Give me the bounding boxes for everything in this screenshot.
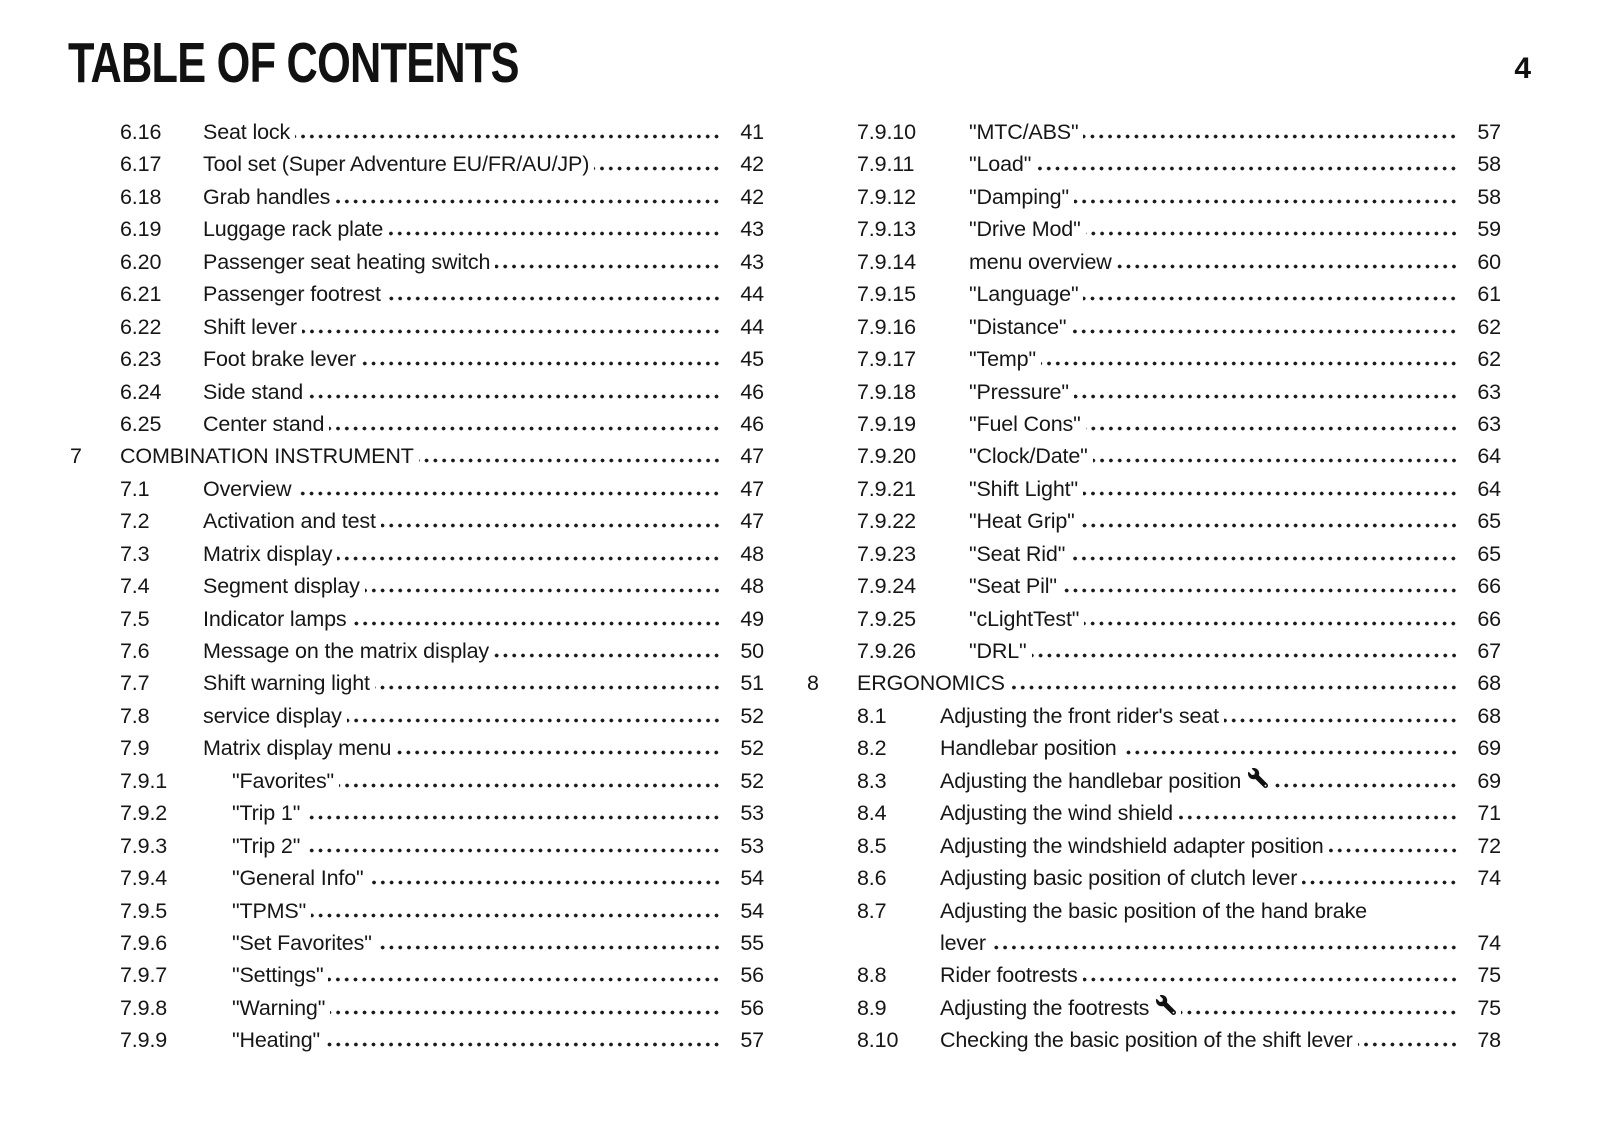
entry-page-number: 69 <box>1477 768 1501 793</box>
dot-leader <box>1329 848 1459 853</box>
dot-leader <box>347 718 721 723</box>
entry-title: Message on the matrix display <box>203 639 490 663</box>
entry-number: 6.22 <box>120 314 162 339</box>
entry-number: 7.9.1 <box>120 768 168 793</box>
entry-number: 6.23 <box>120 347 162 372</box>
entry-title: Adjusting the handlebar position <box>940 768 1242 793</box>
entry-title: lever <box>940 930 986 955</box>
entry-number: 7 <box>70 444 82 469</box>
entry-page-number: 57 <box>1477 120 1501 144</box>
toc-column-right <box>807 116 1501 1057</box>
entry-number: 7.9.7 <box>120 963 168 988</box>
entry-page-number: 62 <box>1477 314 1501 339</box>
entry-title: service display <box>203 703 342 728</box>
toc-row <box>807 732 1501 764</box>
entry-page-number: 55 <box>740 930 764 955</box>
entry-number: 7.9.15 <box>857 282 916 307</box>
entry-number: 7.9.26 <box>857 639 916 663</box>
toc-row <box>70 116 764 148</box>
entry-number: 8.5 <box>857 833 887 858</box>
entry-title: "MTC/ABS" <box>969 120 1079 144</box>
entry-page-number: 74 <box>1477 866 1501 891</box>
entry-number: 7.9.10 <box>857 120 916 144</box>
entry-number: 7.9.9 <box>120 1028 168 1053</box>
entry-title: Segment display <box>203 574 360 599</box>
toc-row <box>70 862 764 894</box>
toc-row <box>70 181 764 213</box>
dot-leader <box>1071 329 1458 334</box>
entry-title: Matrix display <box>203 541 333 566</box>
dot-leader <box>419 458 721 463</box>
entry-title: "Settings" <box>232 963 324 988</box>
entry-number: 7.9.23 <box>857 541 916 566</box>
entry-number: 7.6 <box>120 639 150 663</box>
entry-title: Adjusting the footrests <box>940 995 1150 1020</box>
entry-title: "Heating" <box>232 1028 321 1053</box>
entry-title: "Damping" <box>969 184 1069 209</box>
toc-row <box>807 862 1501 894</box>
toc-row <box>70 570 764 602</box>
entry-page-number: 47 <box>740 444 764 469</box>
entry-page-number: 75 <box>1477 995 1501 1020</box>
entry-number: 7.2 <box>120 509 150 534</box>
entry-page-number: 46 <box>740 411 764 436</box>
wrench-icon <box>1248 768 1268 788</box>
toc-row <box>807 343 1501 375</box>
entry-number: 7.9.2 <box>120 801 168 826</box>
entry-title: Seat lock <box>203 120 291 144</box>
dot-leader <box>361 361 721 366</box>
entry-page-number: 74 <box>1477 930 1501 955</box>
entry-number: 8 <box>807 671 819 696</box>
entry-title: Adjusting the basic position of the hand brake <box>940 898 1367 923</box>
entry-number: 7.9.21 <box>857 476 916 501</box>
entry-title: "Temp" <box>969 347 1036 372</box>
toc-row <box>807 376 1501 408</box>
entry-number: 7.9.5 <box>120 898 168 923</box>
entry-page-number: 75 <box>1477 963 1501 988</box>
toc-row <box>70 667 764 699</box>
toc-row <box>70 765 764 797</box>
dot-leader <box>1074 199 1458 204</box>
dot-leader <box>296 491 721 496</box>
entry-number: 8.4 <box>857 801 887 826</box>
entry-number: 7.5 <box>120 606 150 631</box>
dot-leader <box>1074 394 1458 399</box>
dot-leader <box>365 588 721 593</box>
dot-leader <box>1273 783 1458 788</box>
toc-row <box>807 148 1501 180</box>
dot-leader <box>991 945 1458 950</box>
toc-row <box>807 992 1501 1024</box>
entry-page-number: 67 <box>1477 639 1501 663</box>
entry-page-number: 45 <box>740 347 764 372</box>
entry-title: "Clock/Date" <box>969 444 1088 469</box>
entry-title: Overview <box>203 476 292 501</box>
entry-title: "Shift Light" <box>969 476 1078 501</box>
entry-title: Rider footrests <box>940 963 1078 988</box>
entry-number: 8.6 <box>857 866 887 891</box>
toc-row <box>70 927 764 959</box>
entry-title: Adjusting the wind shield <box>940 801 1173 826</box>
dot-leader <box>1032 653 1458 658</box>
entry-title: "cLightTest" <box>969 606 1080 631</box>
entry-number: 6.24 <box>120 379 162 404</box>
dot-leader <box>1117 264 1458 269</box>
entry-title: "General Info" <box>232 866 364 891</box>
entry-number: 8.8 <box>857 963 887 988</box>
entry-page-number: 72 <box>1477 833 1501 858</box>
entry-title: "Favorites" <box>232 768 335 793</box>
dot-leader <box>1086 426 1458 431</box>
toc-row <box>70 895 764 927</box>
dot-leader <box>1083 296 1458 301</box>
entry-title: "Trip 1" <box>232 801 301 826</box>
entry-page-number: 58 <box>1477 184 1501 209</box>
entry-page-number: 63 <box>1477 379 1501 404</box>
entry-page-number: 53 <box>740 833 764 858</box>
entry-number: 7.9.20 <box>857 444 916 469</box>
entry-title: Center stand <box>203 411 325 436</box>
entry-title: "Trip 2" <box>232 833 301 858</box>
toc-row <box>70 538 764 570</box>
dot-leader <box>1041 361 1458 366</box>
entry-page-number: 44 <box>740 282 764 307</box>
entry-title: Tool set (Super Adventure EU/FR/AU/JP) <box>203 152 590 177</box>
entry-number: 7.9 <box>120 736 150 761</box>
dot-leader <box>1358 1042 1458 1047</box>
toc-row <box>807 635 1501 667</box>
toc-row <box>807 440 1501 472</box>
dot-leader <box>1178 815 1458 820</box>
dot-leader <box>381 523 721 528</box>
toc-row <box>70 343 764 375</box>
entry-page-number: 59 <box>1477 217 1501 242</box>
entry-title: Foot brake lever <box>203 347 356 372</box>
dot-leader <box>594 166 721 171</box>
toc-row <box>70 797 764 829</box>
entry-page-number: 42 <box>740 152 764 177</box>
toc-row <box>70 505 764 537</box>
entry-title: Side stand <box>203 379 304 404</box>
entry-number: 8.7 <box>857 898 887 923</box>
entry-title: Grab handles <box>203 184 331 209</box>
toc-row <box>807 278 1501 310</box>
toc-row <box>807 927 1501 959</box>
entry-page-number: 52 <box>740 703 764 728</box>
toc-row <box>807 505 1501 537</box>
toc-row <box>70 992 764 1024</box>
entry-number: 7.9.19 <box>857 411 916 436</box>
toc-row <box>807 765 1501 797</box>
dot-leader <box>305 848 721 853</box>
entry-title: "Set Favorites" <box>232 930 372 955</box>
entry-title: ERGONOMICS <box>857 671 1005 696</box>
toc-row <box>807 311 1501 343</box>
entry-number: 7.8 <box>120 703 150 728</box>
entry-page-number: 69 <box>1477 736 1501 761</box>
entry-page-number: 41 <box>740 120 764 144</box>
toc-column-left <box>70 116 764 1057</box>
entry-page-number: 66 <box>1477 574 1501 599</box>
dot-leader <box>1083 134 1458 139</box>
dot-leader <box>305 815 721 820</box>
dot-leader <box>1080 523 1458 528</box>
entry-page-number: 65 <box>1477 509 1501 534</box>
entry-number: 8.1 <box>857 703 887 728</box>
dot-leader <box>388 231 721 236</box>
dot-leader <box>1224 718 1458 723</box>
entry-title: Handlebar position <box>940 736 1117 761</box>
dot-leader <box>302 329 721 334</box>
entry-number: 7.3 <box>120 541 150 566</box>
entry-page-number: 48 <box>740 574 764 599</box>
dot-leader <box>325 1042 721 1047</box>
dot-leader <box>328 977 721 982</box>
dot-leader <box>1084 621 1458 626</box>
entry-title: Passenger seat heating switch <box>203 249 491 274</box>
toc-row <box>70 473 764 505</box>
entry-number: 8.10 <box>857 1028 899 1053</box>
dot-leader <box>339 783 721 788</box>
entry-number: 7.9.18 <box>857 379 916 404</box>
entry-title: "Seat Pil" <box>969 574 1057 599</box>
entry-number: 7.9.4 <box>120 866 168 891</box>
entry-title: "Fuel Cons" <box>969 411 1081 436</box>
toc-row <box>807 667 1501 699</box>
entry-number: 8.9 <box>857 995 887 1020</box>
entry-page-number: 64 <box>1477 476 1501 501</box>
dot-leader <box>377 945 721 950</box>
dot-leader <box>329 426 721 431</box>
toc-row <box>807 181 1501 213</box>
dot-leader <box>1093 458 1458 463</box>
entry-title: "Language" <box>969 282 1079 307</box>
entry-number: 7.9.24 <box>857 574 916 599</box>
entry-title: "DRL" <box>969 639 1027 663</box>
entry-page-number: 63 <box>1477 411 1501 436</box>
entry-title: Luggage rack plate <box>203 217 384 242</box>
entry-title: Adjusting the front rider's seat <box>940 703 1219 728</box>
entry-number: 7.1 <box>120 476 150 501</box>
entry-page-number: 78 <box>1477 1028 1501 1053</box>
entry-title: menu overview <box>969 249 1112 274</box>
entry-page-number: 43 <box>740 249 764 274</box>
toc-row <box>70 959 764 991</box>
toc-row <box>807 408 1501 440</box>
toc-row <box>807 700 1501 732</box>
toc-row <box>70 213 764 245</box>
toc-row <box>807 603 1501 635</box>
dot-leader <box>1070 556 1458 561</box>
toc-row <box>807 1024 1501 1056</box>
entry-title: COMBINATION INSTRUMENT <box>120 444 414 469</box>
toc-row <box>70 830 764 862</box>
entry-page-number: 52 <box>740 768 764 793</box>
page-title: TABLE OF CONTENTS <box>68 31 519 95</box>
entry-page-number: 48 <box>740 541 764 566</box>
dot-leader <box>295 134 721 139</box>
entry-page-number: 46 <box>740 379 764 404</box>
entry-number: 7.9.11 <box>857 152 915 177</box>
toc-row <box>70 603 764 635</box>
toc-row <box>70 700 764 732</box>
entry-title: "TPMS" <box>232 898 307 923</box>
entry-page-number: 68 <box>1477 703 1501 728</box>
entry-page-number: 68 <box>1477 671 1501 696</box>
dot-leader <box>337 556 721 561</box>
entry-number: 8.3 <box>857 768 887 793</box>
entry-number: 7.9.13 <box>857 217 916 242</box>
toc-row <box>70 376 764 408</box>
dot-leader <box>495 264 721 269</box>
dot-leader <box>352 621 721 626</box>
dot-leader <box>335 199 721 204</box>
entry-title: Adjusting basic position of clutch lever <box>940 866 1298 891</box>
dot-leader <box>1083 491 1458 496</box>
entry-number: 7.9.25 <box>857 606 916 631</box>
toc-row <box>807 797 1501 829</box>
entry-title: "Distance" <box>969 314 1067 339</box>
entry-number: 7.9.3 <box>120 833 168 858</box>
entry-page-number: 65 <box>1477 541 1501 566</box>
entry-page-number: 62 <box>1477 347 1501 372</box>
entry-page-number: 54 <box>740 898 764 923</box>
entry-title: Activation and test <box>203 509 376 534</box>
entry-page-number: 56 <box>740 963 764 988</box>
dot-leader <box>311 913 721 918</box>
entry-title: Passenger footrest <box>203 282 381 307</box>
toc-row <box>70 311 764 343</box>
dot-leader <box>386 296 721 301</box>
entry-title: "Load" <box>969 152 1032 177</box>
entry-number: 7.7 <box>120 671 150 696</box>
dot-leader <box>330 1010 721 1015</box>
dot-leader <box>1181 1010 1458 1015</box>
entry-number: 6.25 <box>120 411 162 436</box>
toc-row <box>807 538 1501 570</box>
entry-number: 7.9.22 <box>857 509 916 534</box>
entry-page-number: 47 <box>740 476 764 501</box>
dot-leader <box>396 750 721 755</box>
entry-page-number: 58 <box>1477 152 1501 177</box>
toc-row <box>70 408 764 440</box>
entry-title: "Heat Grip" <box>969 509 1075 534</box>
entry-number: 6.18 <box>120 184 162 209</box>
entry-number: 6.19 <box>120 217 162 242</box>
dot-leader <box>1302 880 1458 885</box>
toc-row <box>70 148 764 180</box>
dot-leader <box>375 685 721 690</box>
entry-page-number: 64 <box>1477 444 1501 469</box>
entry-page-number: 66 <box>1477 606 1501 631</box>
entry-page-number: 56 <box>740 995 764 1020</box>
entry-number: 8.2 <box>857 736 887 761</box>
entry-title: Shift warning light <box>203 671 370 696</box>
entry-number: 6.16 <box>120 120 162 144</box>
entry-page-number: 53 <box>740 801 764 826</box>
dot-leader <box>369 880 722 885</box>
entry-number: 7.9.14 <box>857 249 916 274</box>
entry-page-number: 52 <box>740 736 764 761</box>
entry-title: Shift lever <box>203 314 297 339</box>
dot-leader <box>308 394 721 399</box>
entry-page-number: 42 <box>740 184 764 209</box>
dot-leader <box>1062 588 1458 593</box>
entry-title: "Seat Rid" <box>969 541 1066 566</box>
entry-page-number: 61 <box>1477 282 1501 307</box>
toc-row <box>70 246 764 278</box>
dot-leader <box>494 653 721 658</box>
dot-leader <box>1010 685 1458 690</box>
entry-number: 6.17 <box>120 152 162 177</box>
toc-row <box>807 570 1501 602</box>
entry-number: 7.4 <box>120 574 150 599</box>
entry-page-number: 49 <box>740 606 764 631</box>
page-number: 4 <box>1514 52 1531 85</box>
entry-number: 7.9.6 <box>120 930 168 955</box>
entry-number: 7.9.12 <box>857 184 916 209</box>
toc-row <box>807 473 1501 505</box>
entry-page-number: 44 <box>740 314 764 339</box>
entry-number: 6.21 <box>120 282 162 307</box>
entry-title: "Drive Mod" <box>969 217 1081 242</box>
toc-row <box>70 440 764 472</box>
toc-row <box>807 895 1501 927</box>
entry-page-number: 51 <box>740 671 764 696</box>
entry-number: 6.20 <box>120 249 162 274</box>
entry-title: Matrix display menu <box>203 736 392 761</box>
entry-number: 7.9.8 <box>120 995 168 1020</box>
entry-title: "Pressure" <box>969 379 1069 404</box>
entry-page-number: 71 <box>1477 801 1501 826</box>
entry-page-number: 47 <box>740 509 764 534</box>
toc-row <box>807 830 1501 862</box>
entry-page-number: 57 <box>740 1028 764 1053</box>
entry-page-number: 50 <box>740 639 764 663</box>
toc-row <box>807 213 1501 245</box>
entry-number: 7.9.16 <box>857 314 916 339</box>
entry-number: 7.9.17 <box>857 347 916 372</box>
dot-leader <box>1083 977 1458 982</box>
toc-row <box>70 1024 764 1056</box>
toc-row <box>70 732 764 764</box>
dot-leader <box>1036 166 1458 171</box>
entry-title: "Warning" <box>232 995 326 1020</box>
entry-title: Adjusting the windshield adapter position <box>940 833 1324 858</box>
toc-row <box>70 278 764 310</box>
wrench-icon <box>1156 995 1176 1015</box>
entry-title: Checking the basic position of the shift lever <box>940 1028 1353 1053</box>
entry-page-number: 60 <box>1477 249 1501 274</box>
toc-row <box>807 959 1501 991</box>
toc-row <box>70 635 764 667</box>
toc-row <box>807 116 1501 148</box>
dot-leader <box>1122 750 1458 755</box>
entry-page-number: 54 <box>740 866 764 891</box>
entry-title: Indicator lamps <box>203 606 347 631</box>
entry-page-number: 43 <box>740 217 764 242</box>
toc-row <box>807 246 1501 278</box>
dot-leader <box>1086 231 1458 236</box>
